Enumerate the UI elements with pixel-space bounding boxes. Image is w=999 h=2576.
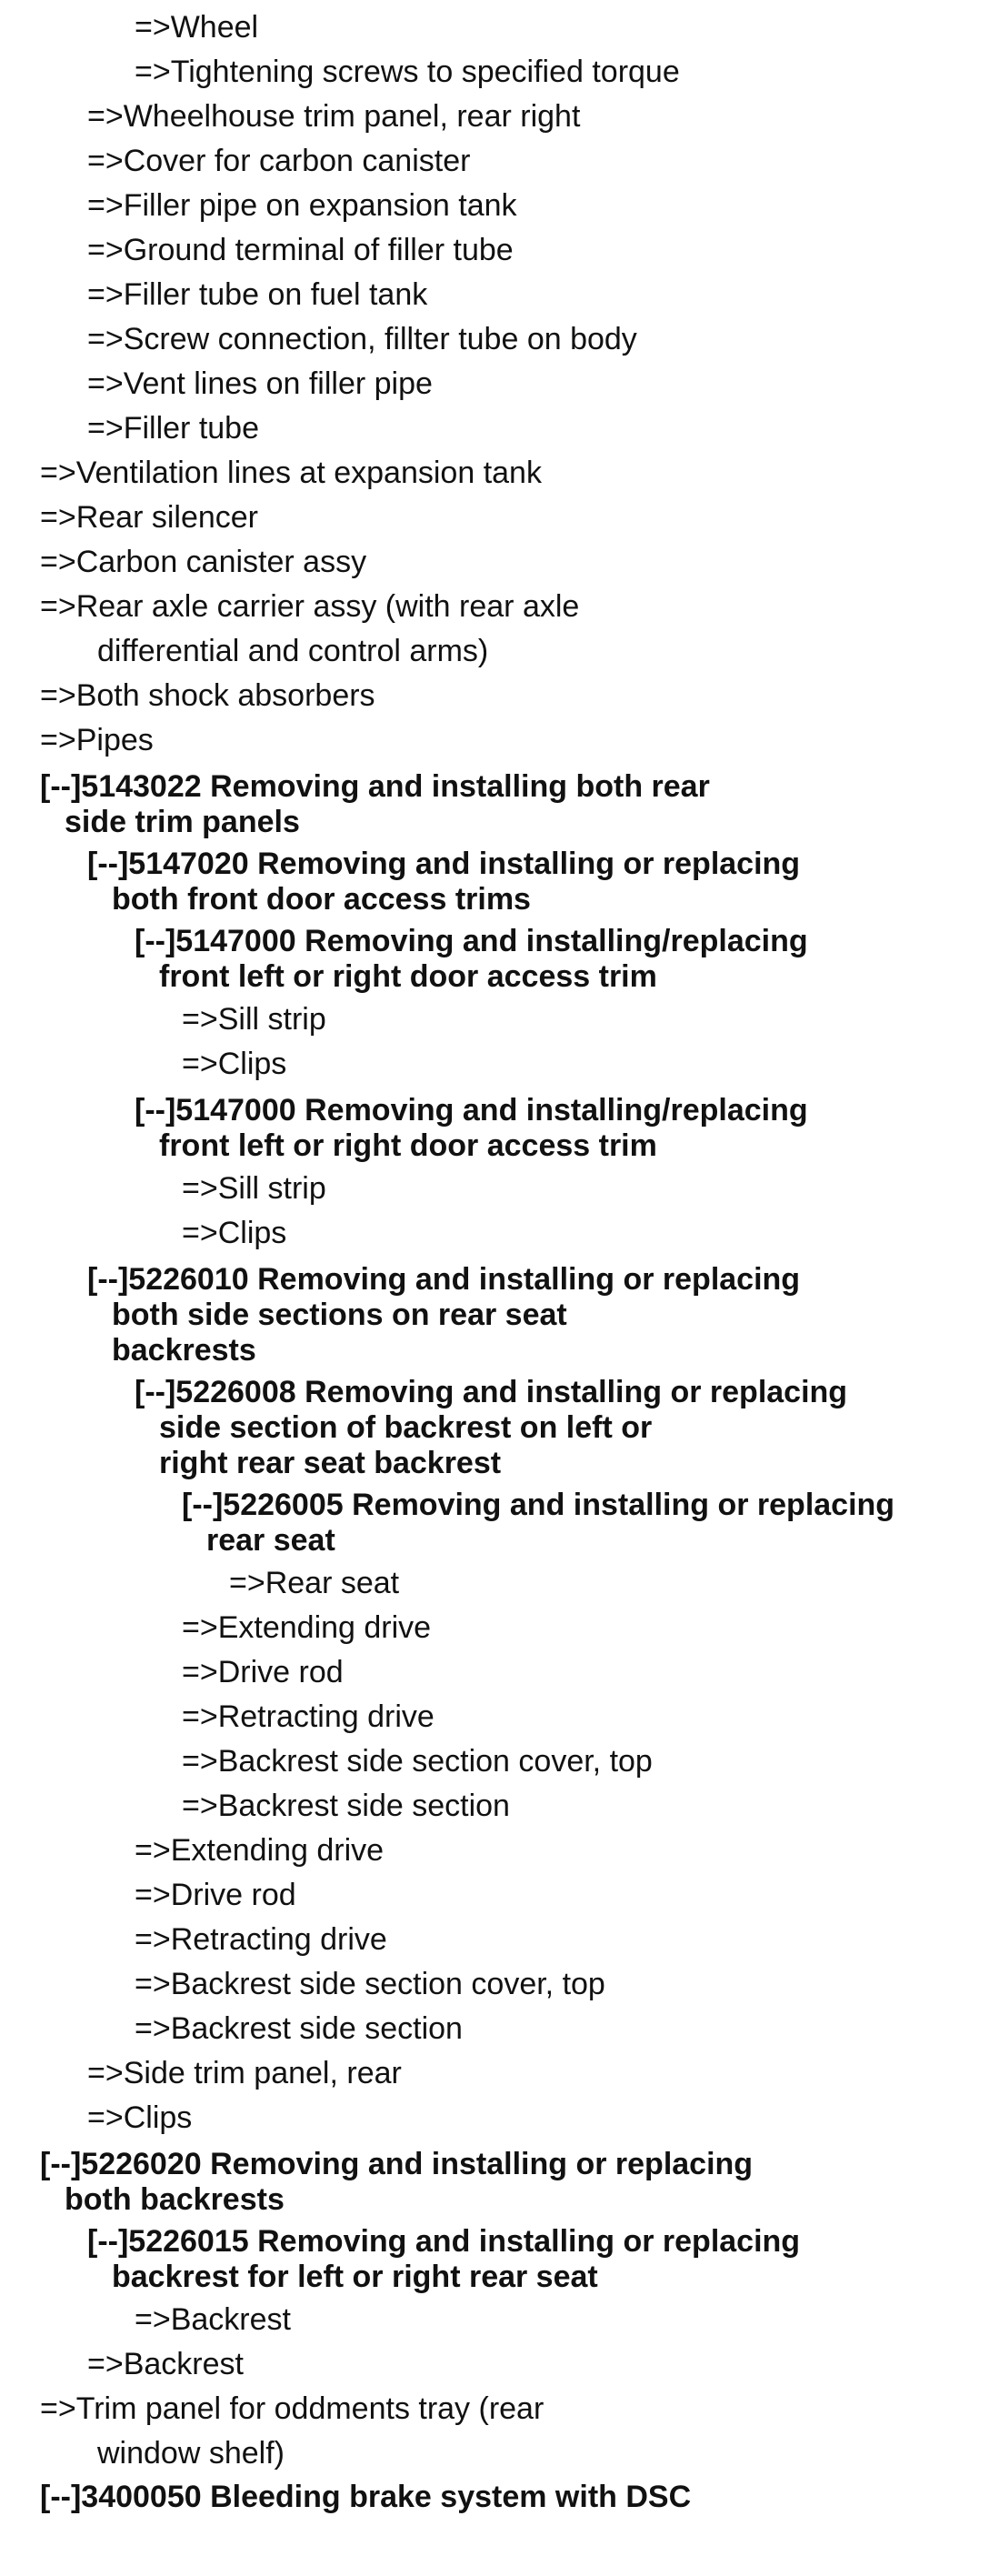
heading-text: [--]3400050 Bleeding brake system with DSC: [40, 2480, 692, 2514]
step-text: =>Vent lines on filler pipe: [87, 366, 433, 401]
procedure-step: [0, 2010, 999, 2055]
procedure-step: [0, 1699, 999, 1743]
heading-text: [--]5147000 Removing and installing/replacing: [135, 1093, 808, 1128]
step-text: =>Filler tube: [87, 411, 259, 446]
step-text: =>Drive rod: [135, 1878, 296, 1912]
procedure-heading: [0, 1375, 999, 1481]
procedure-step: [0, 54, 999, 98]
heading-text: [--]5226008 Removing and installing or replacing: [135, 1375, 848, 1409]
heading-continuation: right rear seat backrest: [159, 1446, 502, 1480]
step-text: =>Backrest: [135, 2302, 291, 2337]
heading-continuation: front left or right door access trim: [159, 959, 657, 994]
step-text: =>Rear axle carrier assy (with rear axle: [40, 589, 580, 624]
step-text: =>Backrest side section: [182, 1789, 510, 1823]
step-text: =>Filler pipe on expansion tank: [87, 188, 517, 223]
procedure-step: [0, 677, 999, 722]
procedure-heading: [0, 1262, 999, 1368]
step-continuation: differential and control arms): [97, 634, 489, 668]
procedure-step: [0, 1921, 999, 1966]
procedure-step: [0, 1877, 999, 1921]
step-text: =>Extending drive: [135, 1833, 385, 1868]
step-text: =>Screw connection, fillter tube on body: [87, 322, 637, 356]
procedure-step: [0, 1832, 999, 1877]
step-text: =>Filler tube on fuel tank: [87, 277, 428, 312]
procedure-heading: [0, 769, 999, 840]
procedure-step: [0, 143, 999, 187]
procedure-step: [0, 499, 999, 544]
heading-text: [--]5226015 Removing and installing or replacing: [87, 2224, 801, 2259]
heading-text: [--]5226005 Removing and installing or replacing: [182, 1488, 895, 1522]
step-text: =>Rear seat: [229, 1566, 400, 1600]
procedure-step: [0, 722, 999, 767]
step-text: =>Wheel: [135, 10, 259, 45]
heading-text: [--]5226010 Removing and installing or replacing: [87, 1262, 801, 1297]
procedure-step: [0, 1215, 999, 1259]
procedure-step: [0, 366, 999, 410]
procedure-step: [0, 1654, 999, 1699]
procedure-step: [0, 187, 999, 232]
procedure-step: [0, 1170, 999, 1215]
procedure-step: [0, 410, 999, 455]
procedure-step: [0, 1966, 999, 2010]
procedure-step: [0, 588, 999, 669]
procedure-step: [0, 98, 999, 143]
procedure-step: [0, 455, 999, 499]
procedure-heading: [0, 2480, 999, 2515]
step-text: =>Ventilation lines at expansion tank: [40, 456, 542, 490]
step-text: =>Backrest side section cover, top: [135, 1967, 605, 2001]
heading-text: [--]5147020 Removing and installing or replacing: [87, 847, 801, 881]
heading-continuation: both side sections on rear seat: [112, 1298, 567, 1332]
step-text: =>Clips: [182, 1047, 287, 1081]
step-text: =>Retracting drive: [182, 1699, 435, 1734]
procedure-document: [0, 9, 999, 2521]
step-text: =>Rear silencer: [40, 500, 259, 535]
step-text: =>Backrest side section: [135, 2011, 463, 2046]
procedure-step: [0, 2346, 999, 2391]
procedure-step: [0, 232, 999, 276]
step-text: =>Side trim panel, rear: [87, 2056, 402, 2090]
step-text: =>Extending drive: [182, 1610, 432, 1645]
step-text: =>Retracting drive: [135, 1922, 387, 1957]
procedure-step: [0, 1788, 999, 1832]
procedure-step: [0, 9, 999, 54]
step-text: =>Sill strip: [182, 1002, 326, 1037]
procedure-step: [0, 1565, 999, 1609]
heading-text: [--]5143022 Removing and installing both rear: [40, 769, 710, 804]
step-text: =>Both shock absorbers: [40, 678, 375, 713]
heading-continuation: rear seat: [206, 1523, 335, 1558]
procedure-step: [0, 2055, 999, 2100]
procedure-heading: [0, 924, 999, 995]
procedure-step: [0, 276, 999, 321]
step-text: =>Tightening screws to specified torque: [135, 55, 680, 89]
step-text: =>Drive rod: [182, 1655, 344, 1689]
heading-continuation: both front door access trims: [112, 882, 531, 917]
procedure-step: [0, 2100, 999, 2144]
heading-text: [--]5147000 Removing and installing/replacing: [135, 924, 808, 958]
procedure-heading: [0, 847, 999, 917]
heading-continuation: side trim panels: [65, 805, 300, 839]
step-text: =>Backrest side section cover, top: [182, 1744, 653, 1779]
procedure-step: [0, 1609, 999, 1654]
procedure-heading: [0, 2224, 999, 2295]
procedure-step: [0, 2301, 999, 2346]
heading-continuation: both backrests: [65, 2182, 285, 2217]
step-text: =>Backrest: [87, 2347, 244, 2381]
heading-continuation: backrests: [112, 1333, 256, 1368]
procedure-step: [0, 544, 999, 588]
step-text: =>Pipes: [40, 723, 154, 757]
procedure-step: [0, 1001, 999, 1046]
step-text: =>Clips: [182, 1216, 287, 1250]
heading-continuation: front left or right door access trim: [159, 1128, 657, 1163]
step-text: =>Cover for carbon canister: [87, 144, 471, 178]
heading-continuation: side section of backrest on left or: [159, 1410, 653, 1445]
step-text: =>Trim panel for oddments tray (rear: [40, 2391, 544, 2426]
step-text: =>Ground terminal of filler tube: [87, 233, 514, 267]
procedure-step: [0, 321, 999, 366]
procedure-heading: [0, 1093, 999, 1164]
procedure-heading: [0, 2147, 999, 2218]
step-text: =>Sill strip: [182, 1171, 326, 1206]
heading-continuation: backrest for left or right rear seat: [112, 2260, 598, 2294]
step-continuation: window shelf): [97, 2436, 285, 2471]
step-text: =>Carbon canister assy: [40, 545, 367, 579]
procedure-step: [0, 2391, 999, 2471]
step-text: =>Wheelhouse trim panel, rear right: [87, 99, 581, 134]
procedure-heading: [0, 1488, 999, 1559]
heading-text: [--]5226020 Removing and installing or replacing: [40, 2147, 754, 2181]
procedure-step: [0, 1743, 999, 1788]
step-text: =>Clips: [87, 2100, 193, 2135]
procedure-step: [0, 1046, 999, 1090]
